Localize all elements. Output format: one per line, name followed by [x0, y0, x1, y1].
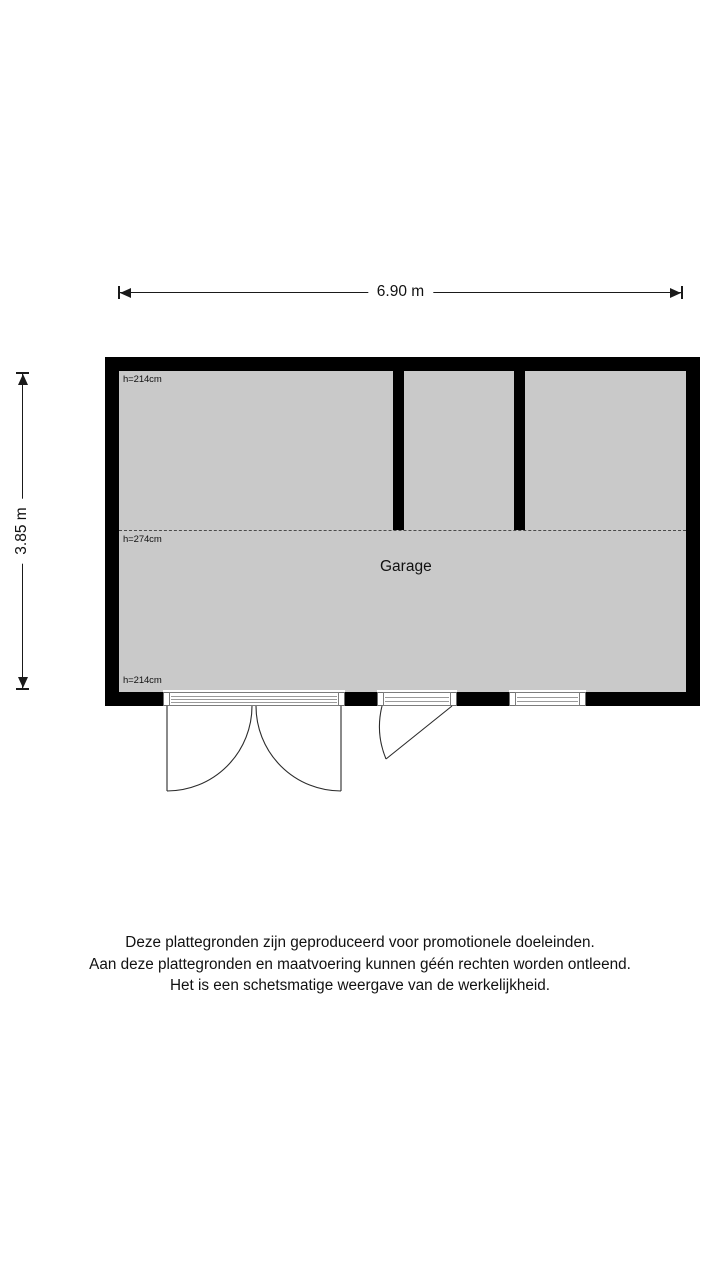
width-dimension-label: 6.90 m: [368, 278, 433, 306]
disclaimer-line-1: Deze plattegronden zijn geproduceerd voor promotionele doeleinden.: [125, 934, 595, 951]
building-outline: [105, 357, 700, 706]
room-label-garage: Garage: [380, 558, 432, 575]
double-door-opening: [163, 690, 345, 708]
disclaimer-line-3: Het is een schetsmatige weergave van de werkelijkheid.: [169, 977, 551, 994]
height-label-bottom-left: h=214cm: [123, 675, 162, 686]
wall-bottom-segment-2: [345, 692, 377, 706]
wall-top: [105, 357, 700, 371]
window-opening: [509, 690, 586, 708]
disclaimer-text: [0, 932, 720, 997]
height-label-top-left: h=214cm: [123, 374, 162, 385]
dimension-tick-right: [681, 286, 683, 299]
dimension-tick-bottom: [16, 688, 29, 690]
interior-partition-left: [393, 371, 404, 530]
arrow-down-icon: [18, 677, 28, 688]
single-door-leaf-edge: [386, 706, 452, 759]
single-door-jamb-right: [450, 692, 457, 706]
double-door-panel: [169, 692, 339, 706]
disclaimer-line-2: Aan deze plattegronden en maatvoering kunnen géén rechten worden ontleend.: [89, 955, 631, 973]
window-pane: [515, 692, 580, 706]
wall-left: [105, 357, 119, 706]
window-jamb-right: [579, 692, 586, 706]
double-door-jamb-right: [338, 692, 345, 706]
height-dimension-label: 3.85 m: [9, 498, 35, 563]
single-door-panel: [383, 692, 451, 706]
wall-bottom-segment-3: [457, 692, 509, 706]
height-dimension: [8, 372, 38, 690]
interior-partition-right: [514, 371, 525, 530]
double-door-left-arc: [167, 706, 252, 791]
width-dimension: [118, 278, 683, 308]
height-label-middle-left: h=274cm: [123, 534, 162, 545]
double-door-right-arc: [256, 706, 341, 791]
wall-right: [686, 357, 700, 706]
arrow-up-icon: [18, 374, 28, 385]
arrow-left-icon: [120, 288, 131, 298]
ceiling-height-divider: [119, 530, 686, 531]
wall-bottom-segment-1: [105, 692, 163, 706]
single-door-arc: [380, 706, 386, 759]
arrow-right-icon: [670, 288, 681, 298]
single-door-opening: [377, 690, 457, 708]
wall-bottom-segment-4: [586, 692, 700, 706]
